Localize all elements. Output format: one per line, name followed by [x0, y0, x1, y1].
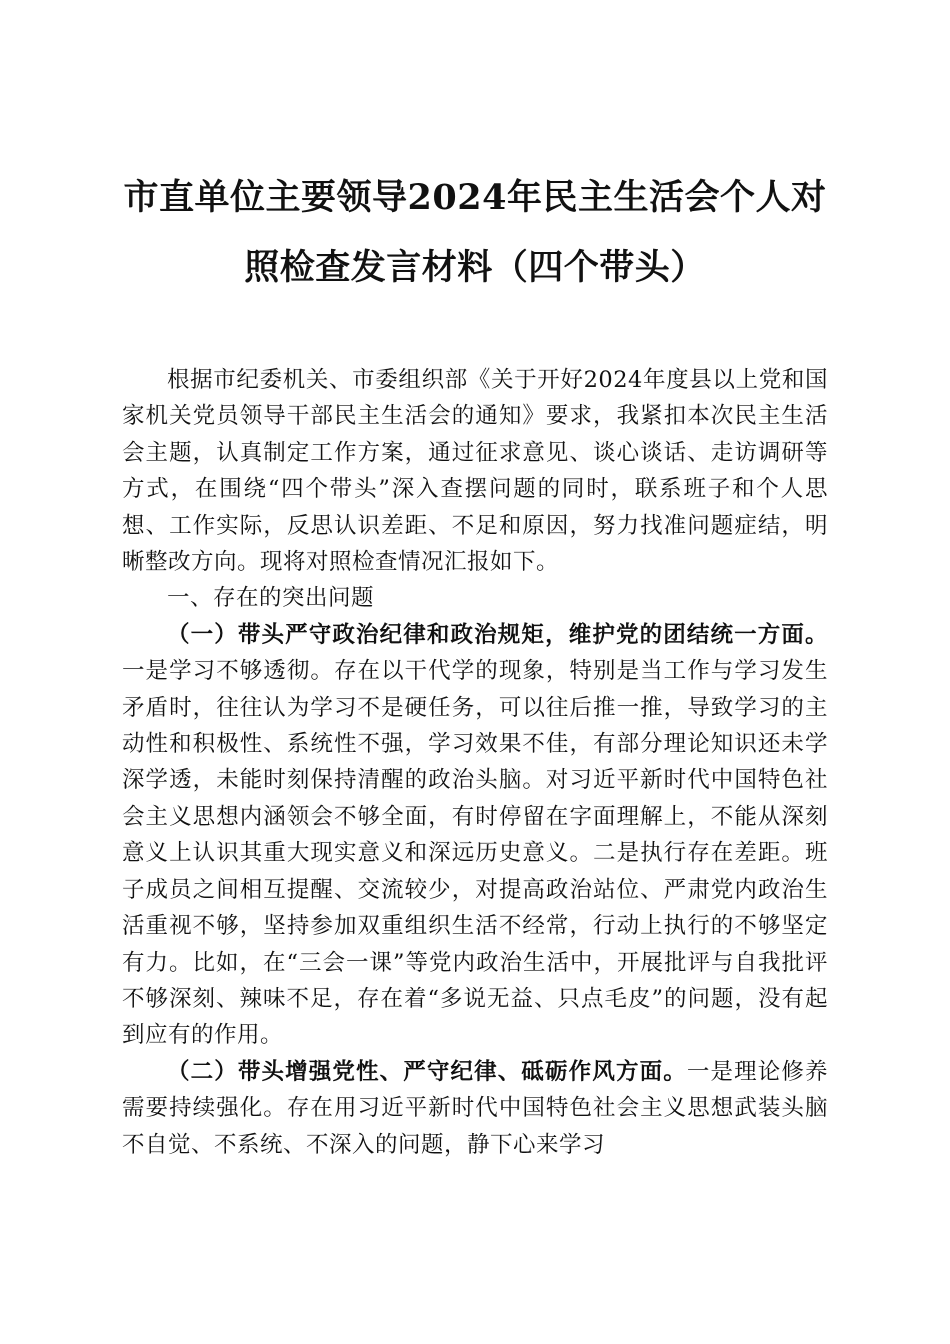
document-title-line-2: 照检查发言材料（四个带头） [244, 247, 706, 288]
subsection-2-heading: （二）带头增强党性、严守纪律、砥砺作风方面。 [167, 1058, 687, 1085]
subsection-1-body: 一是学习不够透彻。存在以干代学的现象，特别是当工作与学习发生矛盾时，往往认为学习不是硬任务，可以往后推一推，导致学习的主动性和积极性、系统性不强，学习效果不佳，有部分理论知识还未学深学透，未能时刻保持清醒的政治头脑。对习近平新时代中国特色社会主义思想内涵领会不够全面，有时停留在字面理解上，不能从深刻意义上认识其重大现实意义和深远历史意义。二是执行存在差距。班子成员之间相互提醒、交流较少，对提高政治站位、严肃党内政治生活重视不够，坚持参加双重组织生活不经常，行动上执行的不够坚定有力。比如，在“三会一课”等党内政治生活中，开展批评与自我批评不够深刻、辣味不足，存在着“多说无益、只点毛皮”的问题，没有起到应有的作用。 [122, 658, 828, 1049]
subsection-1-heading: （一）带头严守政治纪律和政治规矩，维护党的团结统一方面。 [167, 621, 828, 648]
document-title-line-1: 市直单位主要领导2024年民主生活会个人对 [123, 177, 827, 218]
intro-paragraph: 根据市纪委机关、市委组织部《关于开好2024年度县以上党和国家机关党员领导干部民主生活会的通知》要求，我紧扣本次民主生活会主题，认真制定工作方案，通过征求意见、谈心谈话、走访调研等方式，在围绕“四个带头”深入查摆问题的同时，联系班子和个人思想、工作实际，反思认识差距、不足和原因，努力找准问题症结，明晰整改方向。现将对照检查情况汇报如下。 [122, 367, 828, 576]
subsection-2-paragraph [122, 1054, 828, 1163]
subsection-2-body: 一是理论修养需要持续强化。存在用习近平新时代中国特色社会主义思想武装头脑不自觉、不系统、不深入的问题，静下心来学习 [122, 1058, 828, 1158]
subsection-1-paragraph [122, 617, 828, 1054]
section-1-heading: 一、存在的突出问题 [167, 585, 375, 612]
document-body [122, 362, 828, 1163]
